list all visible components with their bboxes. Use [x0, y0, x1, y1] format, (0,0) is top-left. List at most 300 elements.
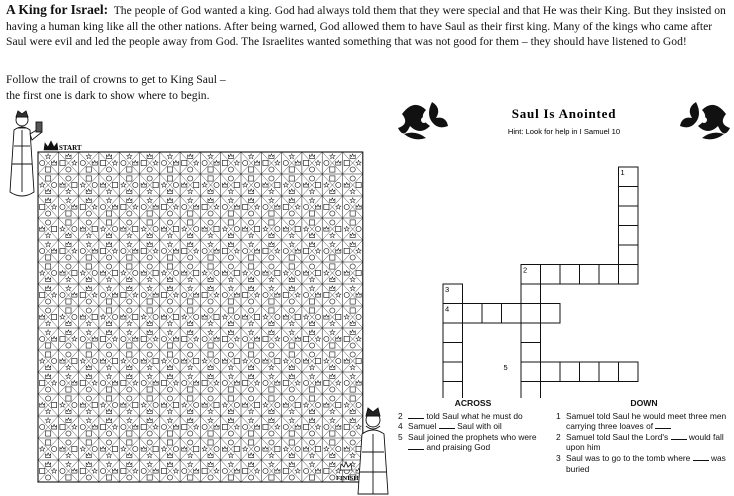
- maze-square: [356, 358, 361, 363]
- maze-square: [350, 299, 355, 304]
- maze-circle: [263, 468, 268, 473]
- maze-square: [194, 358, 199, 363]
- maze-circle: [40, 424, 45, 429]
- clue-across-2: 2 told Saul what he must do: [398, 410, 523, 421]
- maze-circle: [228, 176, 233, 181]
- maze-square: [208, 431, 213, 436]
- maze-circle: [249, 387, 254, 392]
- maze-circle: [222, 204, 227, 209]
- maze-square: [350, 220, 355, 225]
- maze-circle: [127, 387, 132, 392]
- maze-square: [234, 358, 239, 363]
- maze-square: [173, 314, 178, 319]
- crossword-cell[interactable]: [521, 362, 541, 382]
- maze-square: [127, 255, 132, 260]
- maze-circle: [121, 248, 126, 253]
- maze-circle: [101, 292, 106, 297]
- maze-circle: [182, 380, 187, 385]
- maze-circle: [289, 475, 294, 480]
- maze-circle: [101, 380, 106, 385]
- maze-square: [101, 336, 106, 341]
- maze-square: [188, 308, 193, 313]
- maze-square: [269, 299, 274, 304]
- maze-circle: [106, 343, 111, 348]
- maze-circle: [52, 446, 57, 451]
- maze-circle: [208, 211, 213, 216]
- maze-circle: [214, 446, 219, 451]
- maze-circle: [80, 424, 85, 429]
- maze-circle: [106, 264, 111, 269]
- maze-circle: [46, 220, 51, 225]
- maze-circle: [344, 380, 349, 385]
- maze-square: [161, 468, 166, 473]
- maze-square: [106, 299, 111, 304]
- maze-circle: [249, 220, 254, 225]
- maze-circle: [208, 396, 213, 401]
- maze-circle: [66, 255, 71, 260]
- maze-square: [324, 204, 329, 209]
- crossword-cell[interactable]: [521, 343, 541, 363]
- maze-square: [66, 308, 71, 313]
- maze-square: [330, 440, 335, 445]
- crossword-cell[interactable]: [521, 382, 541, 399]
- maze-circle: [46, 475, 51, 480]
- maze-square: [173, 226, 178, 231]
- maze-circle: [101, 468, 106, 473]
- crossword-cell[interactable]: [521, 304, 541, 324]
- maze-square: [330, 255, 335, 260]
- crossword-cell[interactable]: [463, 304, 483, 324]
- maze-circle: [202, 336, 207, 341]
- maze-circle: [60, 204, 65, 209]
- maze-square: [86, 352, 91, 357]
- maze-circle: [202, 248, 207, 253]
- maze-circle: [147, 176, 152, 181]
- maze-square: [167, 176, 172, 181]
- maze-square: [188, 211, 193, 216]
- maze-square: [40, 292, 45, 297]
- maze-square: [249, 343, 254, 348]
- maze-square: [309, 396, 314, 401]
- maze-circle: [147, 352, 152, 357]
- clue-down-2: 2 Samuel told Saul the Lord's would fall upon him: [556, 431, 724, 453]
- maze-square: [141, 248, 146, 253]
- crossword-cell[interactable]: [521, 323, 541, 343]
- maze-square: [228, 396, 233, 401]
- maze-square: [46, 431, 51, 436]
- maze-circle: [173, 270, 178, 275]
- maze-square: [228, 308, 233, 313]
- maze-circle: [336, 358, 341, 363]
- maze-circle: [52, 358, 57, 363]
- maze-circle: [188, 440, 193, 445]
- maze-square: [330, 176, 335, 181]
- maze-square: [80, 380, 85, 385]
- maze-circle: [263, 204, 268, 209]
- maze-circle: [283, 336, 288, 341]
- crossword-cell[interactable]: [541, 265, 561, 285]
- maze-square: [112, 358, 117, 363]
- maze-square: [208, 440, 213, 445]
- maze-circle: [309, 352, 314, 357]
- maze-square: [344, 336, 349, 341]
- maze-circle: [330, 387, 335, 392]
- maze-circle: [255, 446, 260, 451]
- maze-square: [52, 314, 57, 319]
- maze-square: [289, 264, 294, 269]
- maze-square: [249, 352, 254, 357]
- maze-square: [243, 204, 248, 209]
- crossword-grid: [443, 167, 638, 398]
- maze-circle: [106, 167, 111, 172]
- maze-circle: [167, 211, 172, 216]
- maze-square: [202, 292, 207, 297]
- maze-circle: [101, 204, 106, 209]
- maze-circle: [263, 380, 268, 385]
- maze-circle: [147, 440, 152, 445]
- maze-circle: [309, 176, 314, 181]
- maze-square: [263, 336, 268, 341]
- maze-circle: [214, 270, 219, 275]
- maze-square: [188, 220, 193, 225]
- maze-circle: [330, 475, 335, 480]
- maze-circle: [330, 211, 335, 216]
- maze-square: [121, 380, 126, 385]
- maze-circle: [309, 264, 314, 269]
- maze-circle: [249, 299, 254, 304]
- start-label: START: [59, 144, 82, 152]
- maze-square: [127, 264, 132, 269]
- maze-square: [167, 352, 172, 357]
- maze-square: [121, 468, 126, 473]
- maze-circle: [255, 270, 260, 275]
- maze-square: [106, 396, 111, 401]
- across-heading: ACROSS: [454, 398, 492, 408]
- crossword-cell[interactable]: [619, 265, 639, 285]
- maze-square: [182, 336, 187, 341]
- maze-circle: [350, 440, 355, 445]
- maze-circle: [161, 336, 166, 341]
- maze-circle: [141, 468, 146, 473]
- maze-square: [315, 182, 320, 187]
- crossword-cell[interactable]: [619, 206, 639, 226]
- maze-circle: [356, 402, 361, 407]
- maze-circle: [315, 314, 320, 319]
- maze-square: [112, 446, 117, 451]
- maze-circle: [315, 226, 320, 231]
- maze-circle: [263, 292, 268, 297]
- maze-square: [153, 182, 158, 187]
- maze-square: [249, 431, 254, 436]
- maze-circle: [289, 396, 294, 401]
- maze-circle: [275, 314, 280, 319]
- maze-square: [350, 308, 355, 313]
- maze-square: [228, 387, 233, 392]
- maze-square: [161, 380, 166, 385]
- maze-square: [275, 270, 280, 275]
- maze-square: [275, 358, 280, 363]
- maze-circle: [249, 211, 254, 216]
- maze-square: [350, 387, 355, 392]
- maze-circle: [112, 314, 117, 319]
- maze-square: [222, 424, 227, 429]
- maze-square: [263, 160, 268, 165]
- crossword-cell[interactable]: [502, 304, 522, 324]
- maze-square: [249, 264, 254, 269]
- maze-circle: [309, 431, 314, 436]
- maze-circle: [182, 468, 187, 473]
- crossword-cell[interactable]: [560, 265, 580, 285]
- maze-circle: [295, 446, 300, 451]
- maze-grid: [38, 152, 363, 482]
- maze-circle: [121, 336, 126, 341]
- maze-square: [249, 176, 254, 181]
- maze-square: [309, 299, 314, 304]
- maze-square: [46, 176, 51, 181]
- maze-square: [330, 431, 335, 436]
- maze-square: [330, 343, 335, 348]
- maze-square: [208, 352, 213, 357]
- maze-square: [182, 424, 187, 429]
- maze-square: [153, 446, 158, 451]
- maze-square: [324, 468, 329, 473]
- crossword-title: Saul Is Anointed: [511, 106, 617, 121]
- crossword-cell[interactable]: [580, 265, 600, 285]
- maze-circle: [304, 468, 309, 473]
- crossword-cell[interactable]: [560, 362, 580, 382]
- crossword-cell[interactable]: [443, 382, 463, 399]
- maze-square: [46, 343, 51, 348]
- maze-square: [161, 292, 166, 297]
- maze-circle: [112, 402, 117, 407]
- maze-circle: [147, 264, 152, 269]
- maze-square: [101, 424, 106, 429]
- maze-square: [295, 226, 300, 231]
- maze-circle: [255, 182, 260, 187]
- maze-square: [153, 270, 158, 275]
- clue-down-3: 3 Saul was to go to the tomb where was buried: [556, 452, 726, 474]
- maze-square: [167, 255, 172, 260]
- maze-circle: [289, 308, 294, 313]
- maze-circle: [249, 396, 254, 401]
- maze-circle: [228, 352, 233, 357]
- crossword-cell[interactable]: [482, 304, 502, 324]
- maze-square: [112, 182, 117, 187]
- maze-square: [243, 292, 248, 297]
- maze-circle: [234, 402, 239, 407]
- maze-circle: [228, 440, 233, 445]
- maze-circle: [86, 387, 91, 392]
- maze-square: [40, 468, 45, 473]
- maze-square: [182, 248, 187, 253]
- maze-square: [194, 182, 199, 187]
- maze-circle: [167, 308, 172, 313]
- maze-circle: [147, 431, 152, 436]
- maze-circle: [269, 343, 274, 348]
- maze-square: [46, 440, 51, 445]
- maze-circle: [121, 424, 126, 429]
- maze-square: [283, 292, 288, 297]
- maze-square: [127, 352, 132, 357]
- maze-circle: [275, 402, 280, 407]
- maze-circle: [161, 424, 166, 429]
- maze-circle: [202, 424, 207, 429]
- maze-square: [106, 211, 111, 216]
- maze-circle: [283, 424, 288, 429]
- maze-square: [330, 264, 335, 269]
- maze-square: [289, 176, 294, 181]
- maze-square: [269, 211, 274, 216]
- maze-circle: [106, 440, 111, 445]
- maze-square: [194, 270, 199, 275]
- maze-square: [60, 336, 65, 341]
- crossword-cell[interactable]: [521, 284, 541, 304]
- maze-square: [72, 446, 77, 451]
- maze-square: [133, 226, 138, 231]
- crossword-cell[interactable]: [619, 245, 639, 265]
- crossword-cell[interactable]: [443, 362, 463, 382]
- maze-square: [336, 402, 341, 407]
- crossword-cell[interactable]: [619, 362, 639, 382]
- maze-square: [356, 270, 361, 275]
- maze-circle: [92, 358, 97, 363]
- maze-square: [304, 424, 309, 429]
- maze-circle: [60, 468, 65, 473]
- down-heading: DOWN: [630, 398, 658, 408]
- crossword-puzzle: [396, 96, 732, 398]
- maze-square: [80, 468, 85, 473]
- maze-circle: [46, 308, 51, 313]
- maze-circle: [269, 431, 274, 436]
- maze-circle: [133, 182, 138, 187]
- clue-across-4: 4 Samuel Saul with oil: [398, 421, 502, 432]
- maze-circle: [121, 160, 126, 165]
- maze-circle: [188, 167, 193, 172]
- maze-square: [72, 358, 77, 363]
- crossword-number: 4: [445, 304, 450, 314]
- maze-circle: [66, 440, 71, 445]
- maze-square: [222, 248, 227, 253]
- crossword-cell[interactable]: [443, 323, 463, 343]
- maze-square: [121, 204, 126, 209]
- crossword-cell[interactable]: [599, 362, 619, 382]
- maze-square: [60, 248, 65, 253]
- crossword-cell[interactable]: [619, 226, 639, 246]
- maze-circle: [106, 176, 111, 181]
- maze-square: [208, 176, 213, 181]
- maze-square: [289, 352, 294, 357]
- maze-square: [194, 446, 199, 451]
- maze-circle: [243, 424, 248, 429]
- maze-circle: [86, 299, 91, 304]
- maze-circle: [188, 352, 193, 357]
- maze-square: [80, 204, 85, 209]
- maze-circle: [72, 314, 77, 319]
- maze-circle: [147, 343, 152, 348]
- maze-square: [309, 211, 314, 216]
- maze-circle: [147, 167, 152, 172]
- crossword-number: 1: [620, 168, 625, 177]
- crossword-cell[interactable]: [541, 304, 561, 324]
- ornament-left: [398, 102, 448, 139]
- maze-circle: [173, 182, 178, 187]
- maze-circle: [336, 270, 341, 275]
- maze-square: [141, 424, 146, 429]
- maze-square: [66, 211, 71, 216]
- maze-circle: [228, 431, 233, 436]
- maze-square: [214, 402, 219, 407]
- maze-square: [228, 475, 233, 480]
- crossword-cell[interactable]: [599, 265, 619, 285]
- maze-circle: [60, 292, 65, 297]
- maze-square: [309, 475, 314, 480]
- maze-square: [295, 314, 300, 319]
- maze-square: [324, 292, 329, 297]
- maze-circle: [269, 255, 274, 260]
- maze-square: [269, 475, 274, 480]
- maze-circle: [269, 167, 274, 172]
- maze-square: [222, 336, 227, 341]
- maze-circle: [80, 336, 85, 341]
- maze-circle: [356, 314, 361, 319]
- maze-circle: [167, 396, 172, 401]
- maze-circle: [141, 204, 146, 209]
- maze-circle: [309, 167, 314, 172]
- maze-circle: [289, 220, 294, 225]
- maze-circle: [46, 396, 51, 401]
- maze-circle: [66, 167, 71, 172]
- crossword-cell[interactable]: [580, 362, 600, 382]
- clue-across-5: 5 Saul joined the prophets who were and praising God: [398, 431, 537, 453]
- maze-circle: [80, 248, 85, 253]
- maze-circle: [283, 248, 288, 253]
- maze-square: [127, 343, 132, 348]
- maze-square: [66, 220, 71, 225]
- maze-circle: [141, 380, 146, 385]
- maze-circle: [249, 308, 254, 313]
- maze-circle: [202, 160, 207, 165]
- maze-circle: [167, 299, 172, 304]
- maze-circle: [173, 358, 178, 363]
- maze-square: [214, 226, 219, 231]
- maze-circle: [127, 211, 132, 216]
- maze-circle: [173, 446, 178, 451]
- crossword-cell[interactable]: [443, 343, 463, 363]
- maze-square: [106, 220, 111, 225]
- maze-circle: [66, 343, 71, 348]
- maze-square: [147, 220, 152, 225]
- maze-square: [147, 308, 152, 313]
- maze-square: [228, 220, 233, 225]
- maze-circle: [222, 468, 227, 473]
- maze-circle: [324, 336, 329, 341]
- maze-square: [133, 314, 138, 319]
- maze-square: [46, 167, 51, 172]
- maze-circle: [46, 387, 51, 392]
- maze-circle: [324, 424, 329, 429]
- maze-circle: [222, 380, 227, 385]
- crossword-cell[interactable]: [619, 187, 639, 207]
- maze-circle: [214, 182, 219, 187]
- maze-square: [80, 292, 85, 297]
- maze-circle: [46, 211, 51, 216]
- maze-square: [182, 160, 187, 165]
- maze-circle: [86, 475, 91, 480]
- crossword-cell[interactable]: [541, 362, 561, 382]
- maze-square: [275, 446, 280, 451]
- maze-square: [275, 182, 280, 187]
- maze-square: [66, 299, 71, 304]
